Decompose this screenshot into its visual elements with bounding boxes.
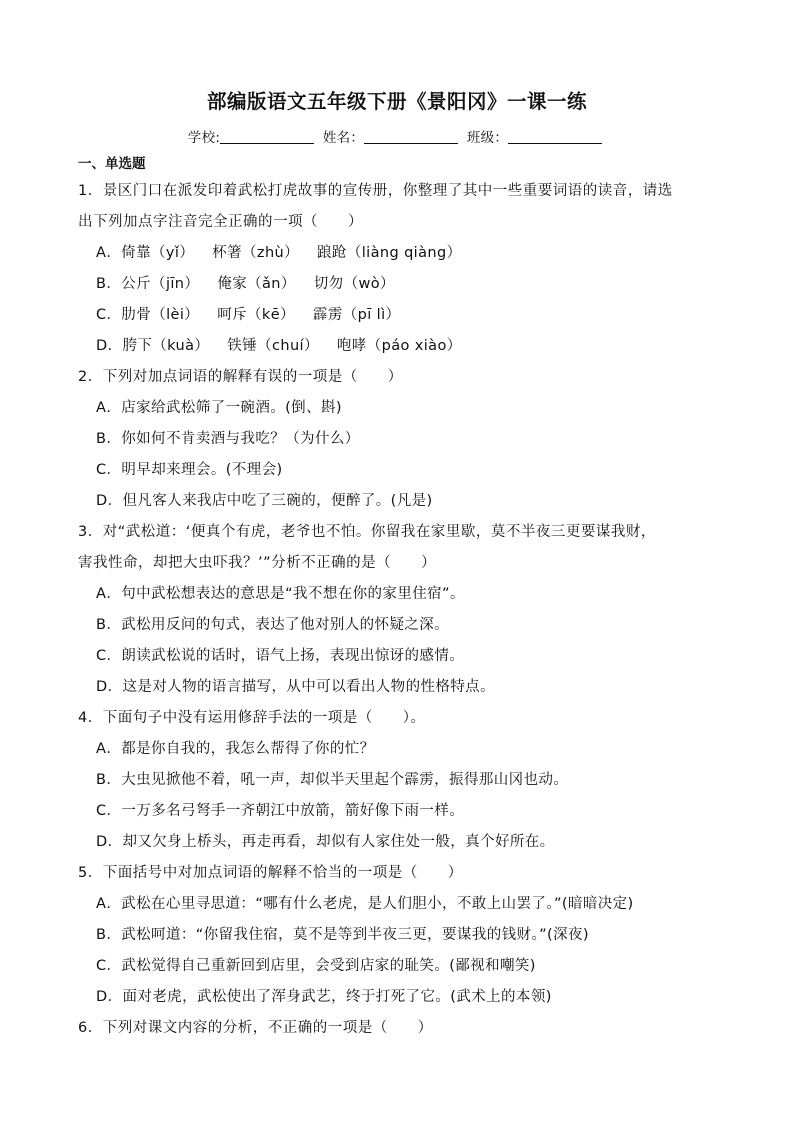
question-6 — [78, 1013, 718, 1044]
option-text: C．肋骨（lèi） — [96, 307, 200, 323]
option-text: C．明早却来理会。(不理会) — [96, 462, 283, 478]
question-4 — [78, 703, 718, 858]
school-label: 学校: — [187, 130, 221, 146]
question-stem: 1．景区门口在派发印着武松打虎故事的宣传册，你整理了其中一些重要词语的读音，请选 — [78, 183, 673, 199]
option-text: 俺家（ǎn） — [217, 276, 296, 292]
option-text: D．但凡客人来我店中吃了三碗的，便醉了。(凡是) — [96, 493, 433, 509]
answer-option[interactable] — [78, 269, 718, 300]
question-stem: 2．下列对加点词语的解释有误的一项是（ ） — [78, 369, 403, 385]
answer-option[interactable] — [78, 951, 718, 982]
option-text: B．大虫见掀他不着，吼一声，却似半天里起个霹雳，振得那山冈也动。 — [96, 772, 569, 788]
option-text: A．店家给武松筛了一碗酒。(倒、斟) — [96, 400, 342, 416]
question-1 — [78, 176, 718, 362]
section-title: 一、单选题 — [78, 156, 146, 172]
answer-option[interactable] — [78, 734, 718, 765]
answer-option[interactable] — [78, 579, 718, 610]
answer-option[interactable] — [78, 238, 718, 269]
question-3 — [78, 517, 718, 703]
answer-option[interactable] — [78, 486, 718, 517]
option-text: A．倚靠（yǐ） — [96, 245, 195, 261]
student-info-line — [0, 126, 794, 146]
option-text: C．一万多名弓弩手一齐朝江中放箭，箭好像下雨一样。 — [96, 803, 465, 819]
answer-option[interactable] — [78, 672, 718, 703]
option-text: C．朗读武松说的话时，语气上扬，表现出惊讶的感情。 — [96, 648, 465, 664]
option-text: D．胯下（kuà） — [96, 338, 210, 354]
question-stem: 3．对“武松道：‘便真个有虎，老爷也不怕。你留我在家里歇，莫不半夜三更要谋我财， — [78, 524, 656, 540]
answer-option[interactable] — [78, 920, 718, 951]
question-stem: 5．下面括号中对加点词语的解释不恰当的一项是（ ） — [78, 865, 463, 881]
school-blank[interactable] — [220, 131, 314, 144]
option-text: D．面对老虎，武松使出了浑身武艺，终于打死了它。(武术上的本领) — [96, 989, 552, 1005]
answer-option[interactable] — [78, 641, 718, 672]
question-list — [78, 176, 718, 1044]
option-text: 踉跄（liàng qiàng） — [317, 245, 462, 261]
option-text: D．这是对人物的语言描写，从中可以看出人物的性格特点。 — [96, 679, 495, 695]
option-text: A．句中武松想表达的意思是“我不想在你的家里住宿”。 — [96, 586, 465, 602]
answer-option[interactable] — [78, 827, 718, 858]
option-text: 切勿（wò） — [313, 276, 395, 292]
question-stem: 4．下面句子中没有运用修辞手法的一项是（ ）。 — [78, 710, 426, 726]
answer-option[interactable] — [78, 889, 718, 920]
answer-option[interactable] — [78, 424, 718, 455]
question-2 — [78, 362, 718, 517]
question-stem: 害我性命，却把大虫吓我？’”分析不正确的是（ ） — [78, 555, 437, 571]
option-text: D．却又欠身上桥头，再走再看，却似有人家住处一般，真个好所在。 — [96, 834, 555, 850]
option-text: C．武松觉得自己重新回到店里，会受到店家的耻笑。(鄙视和嘲笑) — [96, 958, 536, 974]
question-5 — [78, 858, 718, 1013]
option-text: B．公斤（jīn） — [96, 276, 200, 292]
name-blank[interactable] — [364, 131, 458, 144]
question-stem: 6．下列对课文内容的分析，不正确的一项是（ ） — [78, 1020, 433, 1036]
option-text: 咆哮（páo xiào） — [336, 338, 462, 354]
option-text: A．都是你自我的，我怎么帮得了你的忙？ — [96, 741, 375, 757]
class-blank[interactable] — [508, 131, 602, 144]
option-text: B．武松用反问的句式，表达了他对别人的怀疑之深。 — [96, 617, 450, 633]
class-label: 班级： — [466, 130, 509, 146]
answer-option[interactable] — [78, 796, 718, 827]
question-stem: 出下列加点字注音完全正确的一项（ ） — [78, 214, 363, 230]
option-text: 铁锤（chuí） — [227, 338, 319, 354]
option-text: 呵斥（kē） — [217, 307, 295, 323]
name-label: 姓名： — [322, 130, 365, 146]
answer-option[interactable] — [78, 331, 718, 362]
page-title: 部编版语文五年级下册《景阳冈》一课一练 — [206, 90, 587, 113]
option-text: B．武松呵道：“你留我住宿，莫不是等到半夜三更，要谋我的钱财。”(深夜) — [96, 927, 589, 943]
option-text: A．武松在心里寻思道：“哪有什么老虎，是人们胆小，不敢上山罢了。”(暗暗决定) — [96, 896, 634, 912]
answer-option[interactable] — [78, 610, 718, 641]
answer-option[interactable] — [78, 300, 718, 331]
option-text: 霹雳（pī lì） — [312, 307, 401, 323]
answer-option[interactable] — [78, 765, 718, 796]
option-text: B．你如何不肯卖酒与我吃？（为什么） — [96, 431, 360, 447]
answer-option[interactable] — [78, 393, 718, 424]
option-text: 杯箸（zhù） — [212, 245, 300, 261]
answer-option[interactable] — [78, 982, 718, 1013]
answer-option[interactable] — [78, 455, 718, 486]
